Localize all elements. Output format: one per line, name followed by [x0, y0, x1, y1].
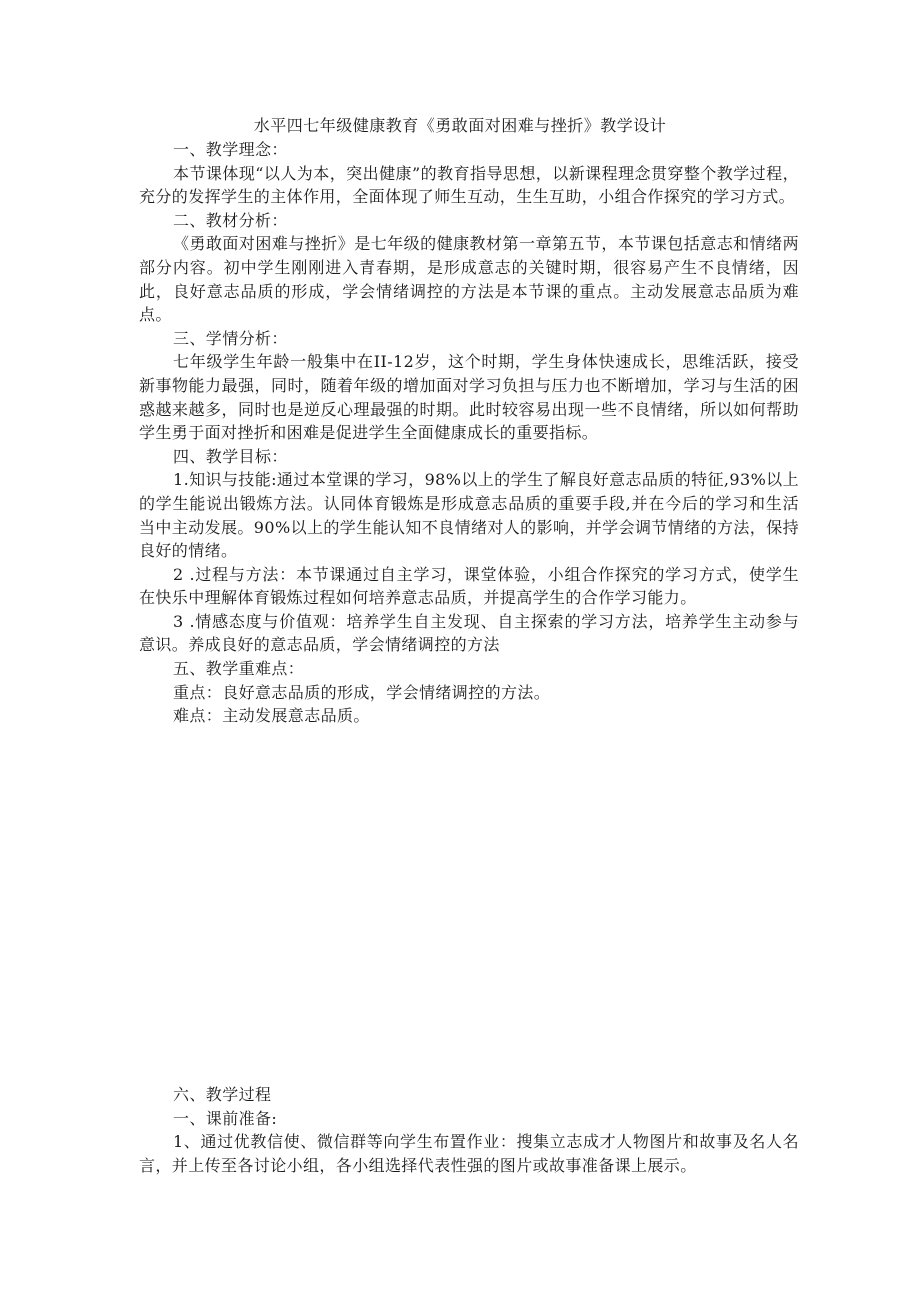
section-heading-key-difficult-points: 五、教学重难点： — [173, 659, 305, 679]
subsection-heading-preparation: 一、课前准备: — [173, 1108, 278, 1128]
document-title: 水平四七年级健康教育《勇敢面对困难与挫折》教学设计 — [253, 116, 667, 135]
section-heading-student-analysis: 三、学情分析： — [173, 328, 288, 348]
section-heading-philosophy: 一、教学理念： — [173, 140, 288, 159]
paragraph-key-point: 重点：良好意志品质的形成，学会情绪调控的方法。 — [173, 682, 551, 702]
goal-item-knowledge-skills: 1.知识与技能:通过本堂课的学习，98%以上的学生了解良好意志品质的特征,93%以上的学生能说出锻炼方法。认同体育锻炼是形成意志品质的重要手段,并在今后的学习和生活当中主动发展。90%以上的学生能认知不良情绪对人的影响，并学会调节情绪的方法，保持良好的情绪。 — [139, 470, 799, 561]
document-body-continued — [139, 1083, 799, 1177]
section-heading-teaching-process: 六、教学过程 — [173, 1085, 272, 1104]
section-heading-teaching-goals: 四、教学目标： — [173, 446, 288, 466]
paragraph-material-analysis: 《勇敢面对困难与挫折》是七年级的健康教材第一章第五节，本节课包括意志和情绪两部分内容。初中学生刚刚进入青春期，是形成意志的关键时期，很容易产生不良情绪，因此，良好意志品质的形成，学会情绪调控的方法是本节课的重点。主动发展意志品质为难点。 — [139, 234, 799, 325]
goal-item-process-method: 2 .过程与方法：本节课通过自主学习，课堂体验，小组合作探究的学习方式，使学生在快乐中理解体育锻炼过程如何培养意志品质，并提高学生的合作学习能力。 — [139, 564, 799, 608]
paragraph-philosophy: 本节课体现“以人为本，突出健康”的教育指导思想，以新课程理念贯穿整个教学过程，充分的发挥学生的主体作用，全面体现了师生互动，生生互助，小组合作探究的学习方式。 — [139, 163, 799, 207]
document-body — [139, 138, 799, 728]
paragraph-difficult-point: 难点：主动发展意志品质。 — [173, 706, 370, 726]
paragraph-preparation-homework: 1、通过优教信使、微信群等向学生布置作业：搜集立志成才人物图片和故事及名人名言，并上传至各讨论小组，各小组选择代表性强的图片或故事准备课上展示。 — [139, 1132, 799, 1175]
paragraph-student-analysis: 七年级学生年龄一般集中在II-12岁，这个时期，学生身体快速成长，思维活跃，接受新事物能力最强，同时，随着年级的增加面对学习负担与压力也不断增加，学习与生活的困惑越来越多，同时也是逆反心理最强的时期。此时较容易出现一些不良情绪，所以如何帮助学生勇于面对挫折和困难是促进学生全面健康成长的重要指标。 — [139, 352, 799, 443]
section-heading-material-analysis: 二、教材分析： — [173, 210, 288, 230]
goal-item-attitude-values: 3 .情感态度与价值观：培养学生自主发现、自主探索的学习方法，培养学生主动参与意识。养成良好的意志品质，学会情绪调控的方法 — [139, 611, 799, 655]
